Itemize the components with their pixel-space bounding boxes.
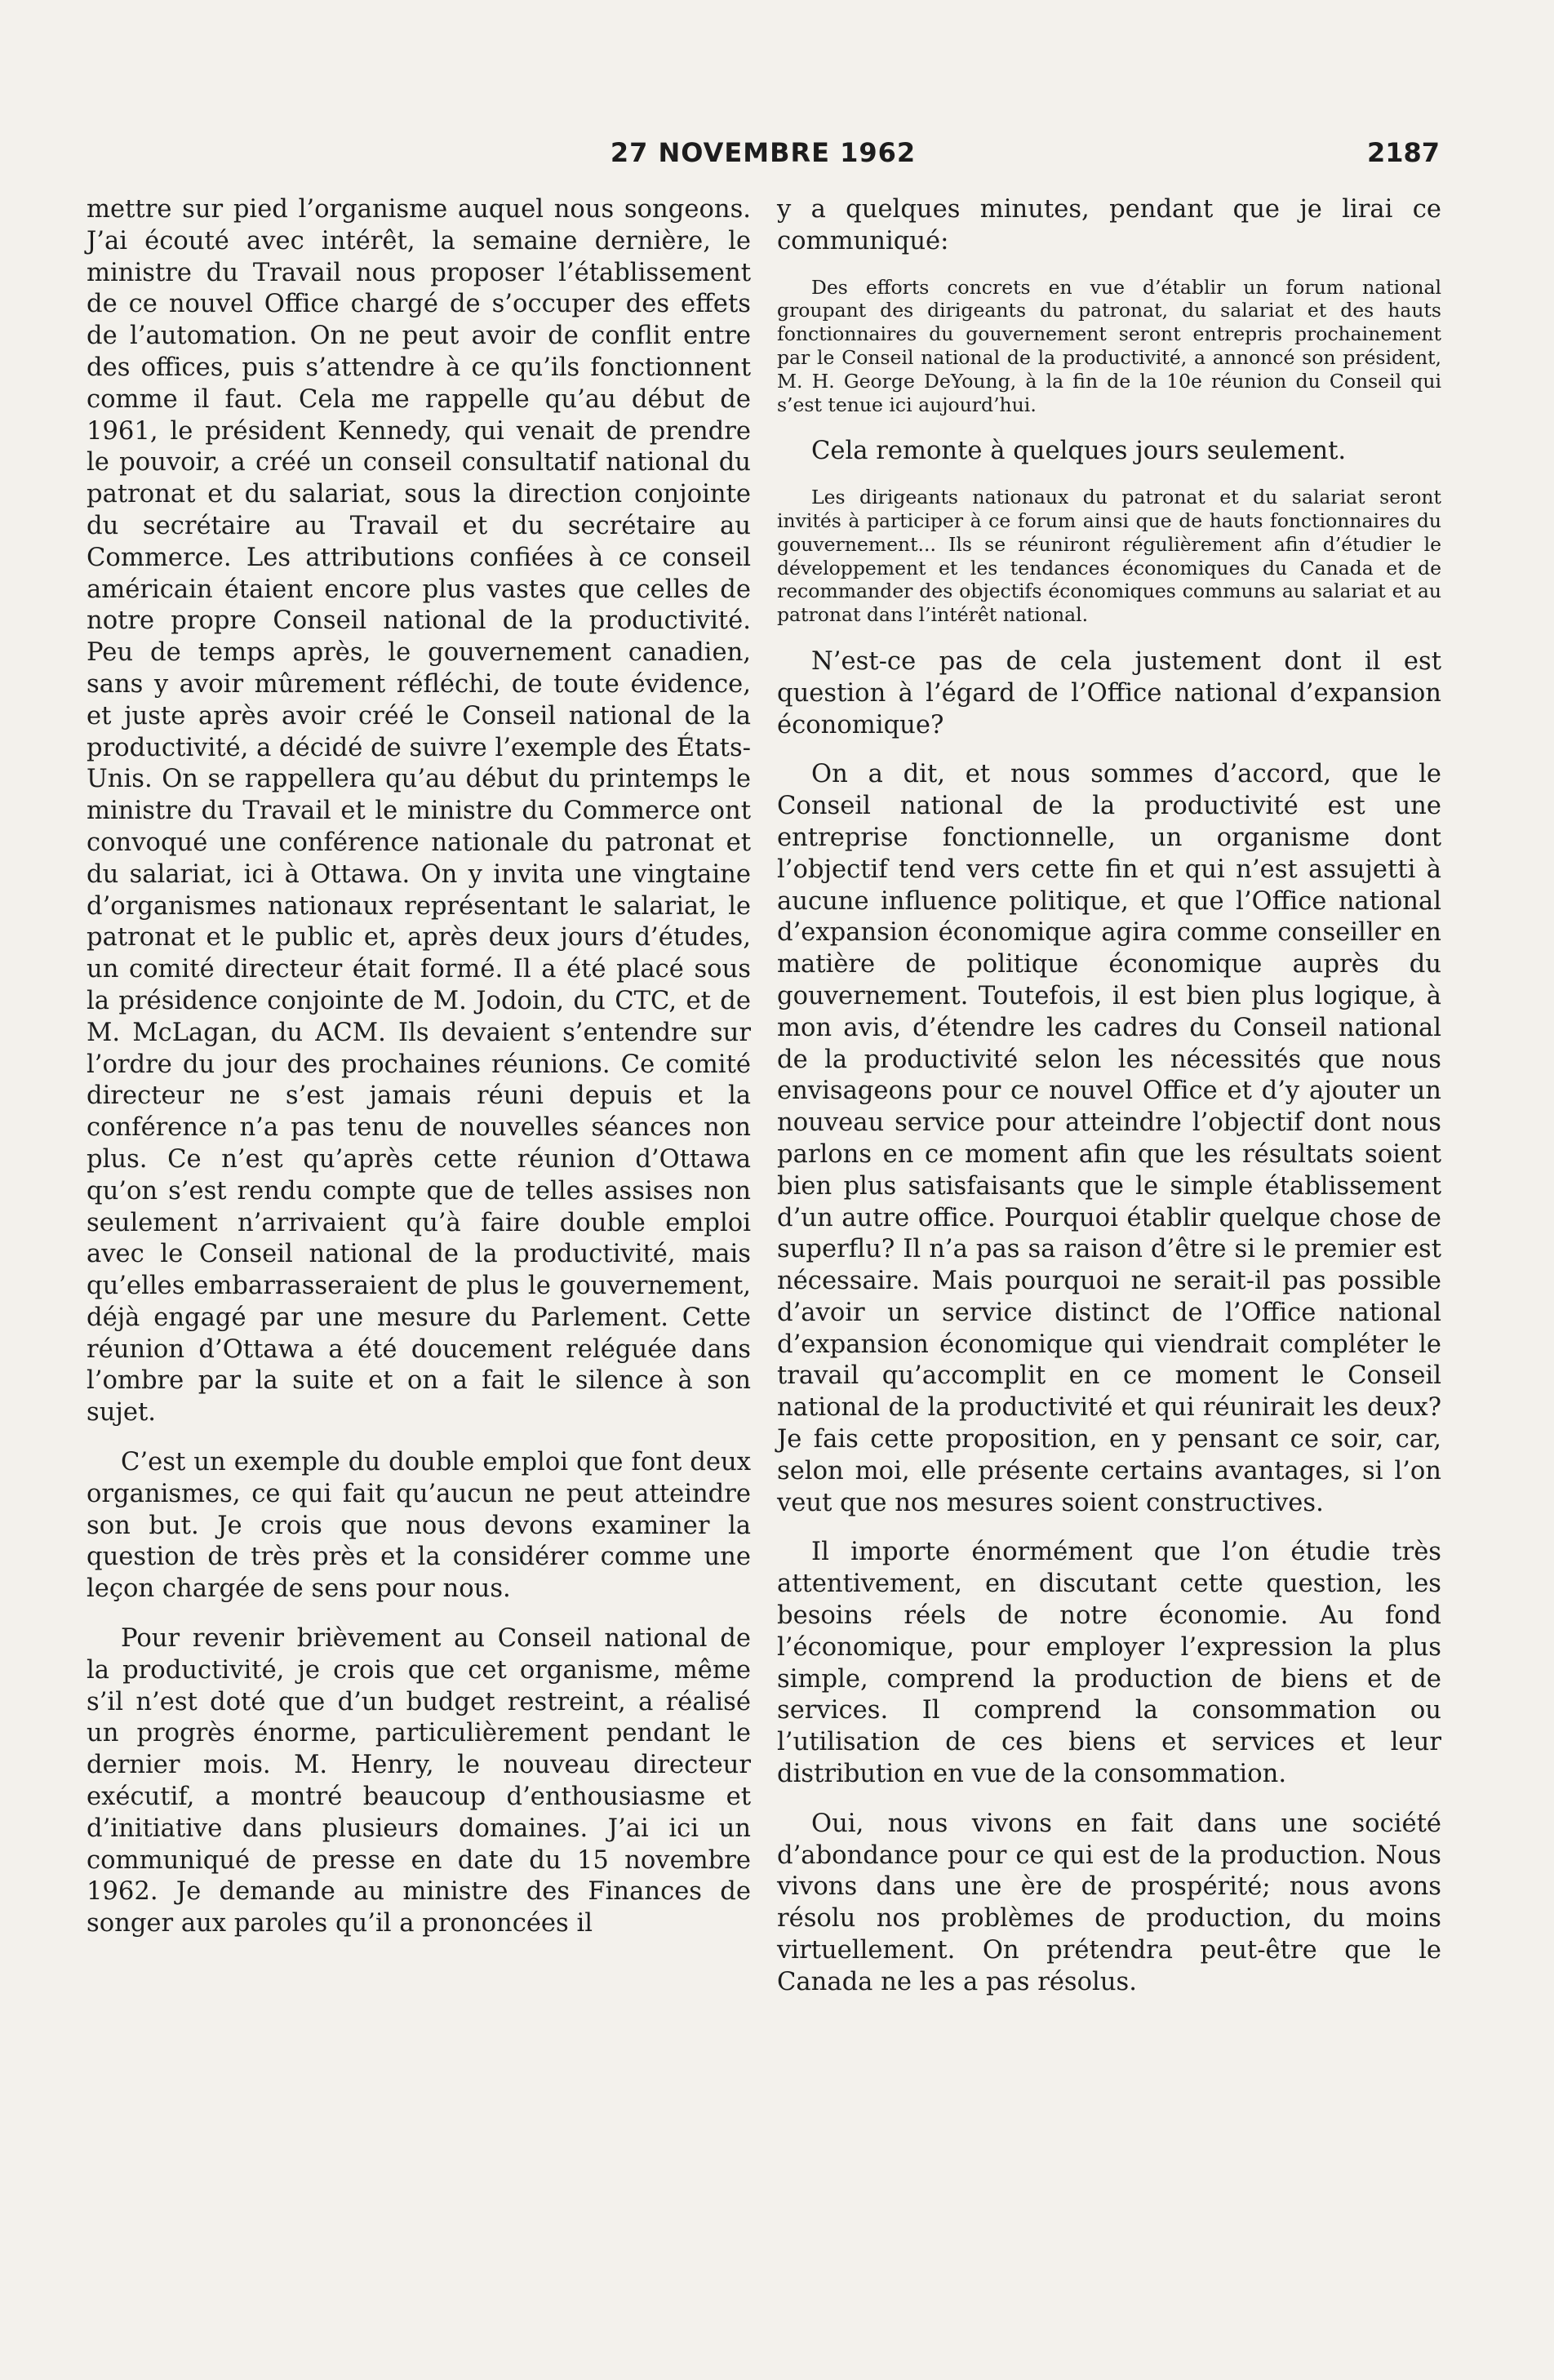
quoted-communique: Les dirigeants nationaux du patronat et du salariat seront invités à participer à ce forum ainsi que de hauts fonctionnaires du gouvernement... Ils se réuniront régulièrement afin d’étudier le développement et les tendances économiques du Canada et de recommander des objectifs économiques communs au salariat et au patronat dans l’intérêt national.	[777, 486, 1441, 627]
paragraph: Il importe énormément que l’on étudie très attentivement, en discutant cette question, les besoins réels de notre économie. Au fond l’économique, pour employer l’expression la plus simple, comprend la production de biens et de services. Il comprend la consommation ou l’utilisation de ces biens et services et leur distribution en vue de la consommation.	[777, 1538, 1441, 1789]
paragraph: C’est un exemple du double emploi que font deux organismes, ce qui fait qu’aucun ne peut atteindre son but. Je crois que nous devons examiner la question de très près et la considérer comme une leçon chargée de sens pour nous.	[87, 1448, 751, 1604]
paragraph: y a quelques minutes, pendant que je lirai ce communiqué:	[777, 195, 1441, 255]
paragraph: Cela remonte à quelques jours seulement.	[811, 437, 1347, 466]
left-column	[87, 194, 751, 1958]
right-column	[777, 194, 1441, 2017]
paragraph: N’est-ce pas de cela justement dont il est question à l’égard de l’Office national d’expansion économique?	[777, 646, 1441, 739]
paragraph: mettre sur pied l’organisme auquel nous songeons. J’ai écouté avec intérêt, la semaine dernière, le ministre du Travail nous proposer l’établissement de ce nouvel Office chargé de s’occuper des effets de l’automation. On ne peut avoir de conflit entre des offices, puis s’attendre à ce qu’ils fonctionnent comme il faut. Cela me rappelle qu’au début de 1961, le président Kennedy, qui venait de prendre le pouvoir, a créé un conseil consultatif national du patronat et du salariat, sous la direction conjointe du secrétaire au Travail et du secrétaire au Commerce. Les attributions confiées à ce conseil américain étaient encore plus vastes que celles de notre propre Conseil national de la productivité. Peu de temps après, le gouvernement canadien, sans y avoir mûrement réfléchi, de toute évidence, et juste après avoir créé le Conseil national de la productivité, a décidé de suivre l’exemple des États-Unis. On se rappellera qu’au début du printemps le ministre du Travail et le ministre du Commerce ont convoqué une conférence nationale du patronat et du salariat, ici à Ottawa. On y invita une vingtaine d’organismes nationaux représentant le salariat, le patronat et le public et, après deux jours d’études, un comité directeur était formé. Il a été placé sous la présidence conjointe de M. Jodoin, du CTC, et de M. McLagan, du ACM. Ils devaient s’entendre sur l’ordre du jour des prochaines réunions. Ce comité directeur ne s’est jamais réuni depuis et la conférence n’a pas tenu de nouvelles séances non plus. Ce n’est qu’après cette réunion d’Ottawa qu’on s’est rendu compte que de telles assises non seulement n’arrivaient qu’à faire double emploi avec le Conseil national de la productivité, mais qu’elles embarrasseraient de plus le gouvernement, déjà engagé par une mesure du Parlement. Cette réunion d’Ottawa a été doucement reléguée dans l’ombre par la suite et on a fait le silence à son sujet.	[87, 195, 751, 1428]
page-number: 2187	[1366, 137, 1440, 168]
page-header	[87, 137, 1440, 176]
paragraph: Oui, nous vivons en fait dans une société d’abondance pour ce qui est de la production. Nous vivons dans une ère de prospérité; nous avons résolu nos problèmes de production, du moins virtuellement. On prétendra peut-être que le Canada ne les a pas résolus.	[777, 1809, 1441, 1996]
header-date: 27 NOVEMBRE 1962	[610, 137, 917, 168]
quoted-communique: Des efforts concrets en vue d’établir un forum national groupant des dirigeants du patronat, du salariat et des hauts fonctionnaires du gouvernement seront entrepris prochainement par le Conseil national de la productivité, a annoncé son président, M. H. George DeYoung, à la fin de la 10e réunion du Conseil qui s’est tenue ici aujourd’hui.	[777, 275, 1441, 416]
paragraph: On a dit, et nous sommes d’accord, que le Conseil national de la productivité est une entreprise fonctionnelle, un organisme dont l’objectif tend vers cette fin et qui n’est assujetti à aucune influence politique, et que l’Office national d’expansion économique agira comme conseiller en matière de politique économique auprès du gouvernement. Toutefois, il est bien plus logique, à mon avis, d’étendre les cadres du Conseil national de la productivité selon les nécessités que nous envisageons pour ce nouvel Office et d’y ajouter un nouveau service pour atteindre l’objectif dont nous parlons en ce moment afin que les résultats soient bien plus satisfaisants que le simple établissement d’un autre office. Pourquoi établir quelque chose de superflu? Il n’a pas sa raison d’être si le premier est nécessaire. Mais pourquoi ne serait-il pas possible d’avoir un service distinct de l’Office national d’expansion économique qui viendrait compléter le travail qu’accomplit en ce moment le Conseil national de la productivité et qui réunirait les deux? Je fais cette proposition, en y pensant ce soir, car, selon moi, elle présente certains avantages, si l’on veut que nos mesures soient constructives.	[777, 760, 1441, 1517]
paragraph: Pour revenir brièvement au Conseil national de la productivité, je crois que cet organisme, même s’il n’est doté que d’un budget restreint, a réalisé un progrès énorme, particulièrement pendant le dernier mois. M. Henry, le nouveau directeur exécutif, a montré beaucoup d’enthousiasme et d’initiative dans plusieurs domaines. J’ai ici un communiqué de presse en date du 15 novembre 1962. Je demande au ministre des Finances de songer aux paroles qu’il a prononcées il	[87, 1624, 751, 1938]
